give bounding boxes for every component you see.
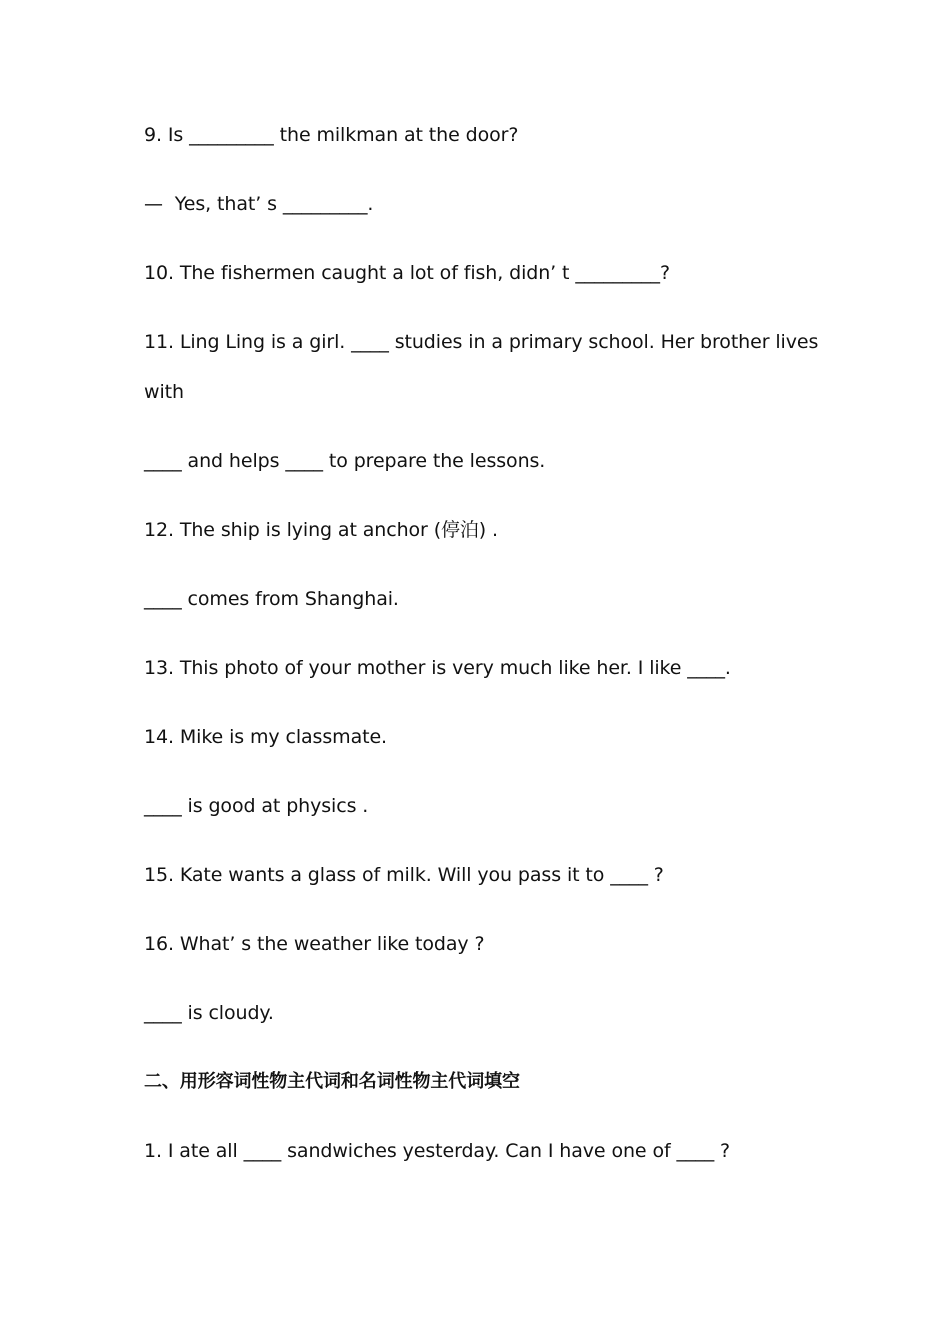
question-9-line-2: — Yes, that’ s _________. — [144, 193, 374, 215]
section-heading: 二、用形容词性物主代词和名词性物主代词填空 — [144, 1071, 520, 1092]
question-14-line-2: ____ is good at physics . — [144, 795, 369, 817]
question-12-line-1: 12. The ship is lying at anchor (停泊) . — [144, 519, 498, 541]
question-14-line-1: 14. Mike is my classmate. — [144, 726, 387, 748]
section-2-question-1: 1. I ate all ____ sandwiches yesterday. Can I have one of ____ ? — [144, 1140, 731, 1162]
question-16-line-1: 16. What’ s the weather like today ? — [144, 933, 485, 955]
question-16-line-2: ____ is cloudy. — [144, 1002, 274, 1024]
question-11-line-3: ____ and helps ____ to prepare the lessons. — [144, 450, 546, 472]
question-15: 15. Kate wants a glass of milk. Will you pass it to ____ ? — [144, 864, 664, 886]
question-13: 13. This photo of your mother is very much like her. I like ____. — [144, 657, 731, 679]
question-9-line-1: 9. Is _________ the milkman at the door? — [144, 124, 519, 146]
question-10: 10. The fishermen caught a lot of fish, didn’ t _________? — [144, 262, 670, 284]
question-11-line-2: with — [144, 381, 184, 403]
question-11-line-1: 11. Ling Ling is a girl. ____ studies in a primary school. Her brother lives — [144, 331, 819, 353]
question-12-line-2: ____ comes from Shanghai. — [144, 588, 399, 610]
